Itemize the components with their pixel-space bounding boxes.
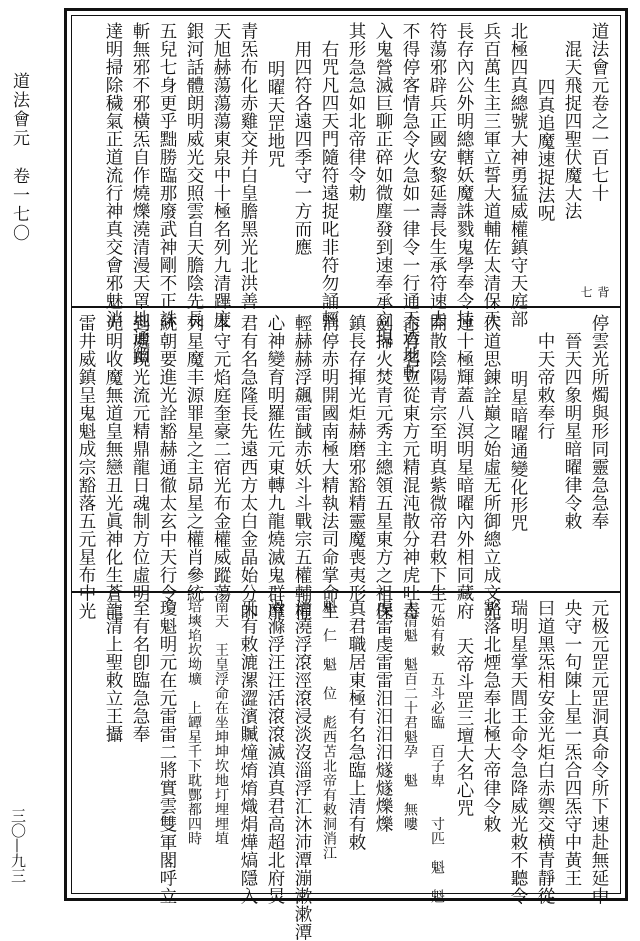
- bottom-panel-text: [80, 599, 612, 941]
- text-column: 伏道思錬詮巔之始虛无所御總立成文光: [481, 314, 501, 620]
- text-column: 到處現光流元精鼎龍日魂制方位虛明: [130, 314, 150, 602]
- top-panel-text: [80, 22, 612, 382]
- text-column: 虔雷虔雷雷汨汨汨汨燧燧爍爍: [373, 599, 393, 833]
- text-column: 道法會元卷之一百七十: [589, 22, 609, 202]
- text-column: 鎮長存揮光炬赫磨邪豁精靈魔喪夷形: [346, 314, 366, 602]
- middle-panel-text: [76, 314, 612, 620]
- text-column: 入鬼營滅巨聊正碎如微塵發到速奉承立現: [373, 22, 393, 346]
- text-column: 北極四真總號大神勇猛威權鎮守天庭部: [508, 22, 528, 328]
- text-column: 真君職居東極有名急臨上清有敕: [346, 599, 366, 851]
- text-column: 斬無邪不邪橫炁自作燒爍澆清漫天罩地通幽: [130, 22, 150, 364]
- text-column: 右咒凡四天門隨符遠捉叱非符勿誦輕: [319, 40, 339, 328]
- text-column: 中天帝敕奉行: [535, 332, 555, 440]
- text-column: 光明收魔無道皇無戀丑光眞神化生蒼龍: [103, 314, 123, 620]
- text-column: 曰道黑炁相安金光炬白赤禦交横青靜從: [535, 599, 555, 905]
- text-column: 天帝斗罡三壇大名心咒: [454, 637, 474, 817]
- text-column: 四真追魔速捉法呪: [535, 78, 555, 222]
- text-column: 南天 王皇浮命在坐坤坤坎地圢埋埋埴: [213, 599, 229, 846]
- text-column: 雷井威鎮呈鬼魁成宗豁落五元星布中光: [76, 314, 96, 620]
- text-column: 心神變育明羅佐元東轉九龍燒滅鬼群靡: [265, 314, 285, 620]
- text-column: 明星暗曜通變化形咒: [508, 370, 528, 532]
- bottom-panel: [72, 593, 620, 941]
- text-column: 列星魔丰源罪星之主昴星之權肖參統: [184, 314, 204, 602]
- text-column: 混天飛捉四聖伏魔大法: [562, 40, 582, 220]
- text-column: 滑滌浮汪汪活滾滾滅滇真君高超北府炅: [265, 599, 285, 905]
- text-column: 三清上聖敕立王攝: [103, 599, 123, 743]
- inner-border: [71, 15, 621, 941]
- text-column: 統朝要進光詮豁赫通徹太玄中天行令: [157, 314, 177, 602]
- text-column: 本守元焰庭奎豪二宿光布金權威蹤蕩: [211, 314, 231, 602]
- text-column: 停雲光所燭與形同靈急急奉: [589, 314, 609, 530]
- text-column: 太清魁 魁百二十君魁孕 魁 無嘍: [402, 599, 418, 831]
- text-column: 五兒七身更乎黜勝臨那廢武神剛不正誅: [157, 22, 177, 328]
- text-column: 不得停客情急令火急如一律令一行通天透地斬: [400, 22, 420, 382]
- text-column: 劍掃火焚青元秀主總領五星東方之祖保: [373, 314, 393, 620]
- text-column: 瓊魁明元在元雷雷二將實雲雙軍閣呼立: [157, 599, 177, 905]
- text-column: 君有名急隆長先遠西方太白金晶始分帥: [238, 314, 258, 620]
- text-column: 連十極輝蓋八溟明星暗曜內外相同藏府: [454, 314, 474, 620]
- middle-panel: [72, 308, 620, 620]
- text-column: 元始有敕 五斗必臨 百子卑 寸匹 魁 魁: [429, 599, 445, 904]
- text-column: 輕赫赫浮飆雷馘赤妖斗斗戰宗五權輔權: [292, 314, 312, 620]
- top-panel: [72, 16, 620, 382]
- text-column: 豁落北煙急奉北極大帝律令敕: [481, 599, 501, 833]
- text-column: 消澆浮滾涇滾浸淡沒淄浮汇沐沛潭漰漱漱潭: [292, 599, 312, 941]
- text-column: 瑞明星掌天閭王命令急降威光敕不聽令: [508, 599, 528, 905]
- text-column: 培塽埳坎坳壙 上罈星千下耽酆都四時: [186, 599, 202, 846]
- text-column: 銀河話體朗明威光交照雲自天膽陰先長: [184, 22, 204, 328]
- text-column: 開散陰陽青宗至明真紫微帝君敕下生: [427, 314, 447, 602]
- text-column: 用四符各遠四季守一方而應: [292, 40, 312, 256]
- text-column: 元极元罡元罡洞真命令所下速赴無延中: [589, 599, 609, 905]
- text-column: 至有名卽臨急急奉: [130, 599, 150, 743]
- text-column: 達明掃除穢氣正道流行神真交會邪魅消: [103, 22, 123, 328]
- text-column: 央守一句陳上星一炁合四炁守中黃王: [562, 599, 582, 887]
- text-column: 明曜天罡地咒: [265, 60, 285, 168]
- text-column: 天有敕漉漯澀濱贓燑焴焴熾焆燁熇隱入: [238, 599, 258, 905]
- text-column: 晉天四象明星暗曜律令敕: [562, 332, 582, 530]
- page-frame: [64, 8, 628, 941]
- text-column: 其形急急如北帝律令勅: [346, 22, 366, 202]
- text-column: 青炁布化赤雞交并白皇膽黑光北洪善: [238, 22, 258, 310]
- text-column: 符蕩邪辟兵正國安黎延壽長生承符速去: [427, 22, 447, 328]
- text-column: 消停赤明開國南極大精執法司命掌命生: [319, 314, 339, 620]
- text-column: 魁 仁 魁 位 彪西苫北帝有敕洞消江: [321, 599, 337, 860]
- page-number-margin: 三〇—九三: [9, 808, 27, 883]
- book-title-margin: 道法會元 卷一七〇: [9, 72, 29, 243]
- text-column: 命有名立從東方元精混沌散分神虎吐毒: [400, 314, 420, 620]
- text-column: 長存內公外明總轄妖魔誅戮鬼學奉令持: [454, 22, 474, 328]
- folio-mark: 背七: [579, 286, 610, 299]
- text-column: 兵百萬生主三軍立誓大道輔佐太清保天: [481, 22, 501, 328]
- text-column: 天旭赫蕩蕩蕩東泉中十極名列九清蹕度: [211, 22, 231, 328]
